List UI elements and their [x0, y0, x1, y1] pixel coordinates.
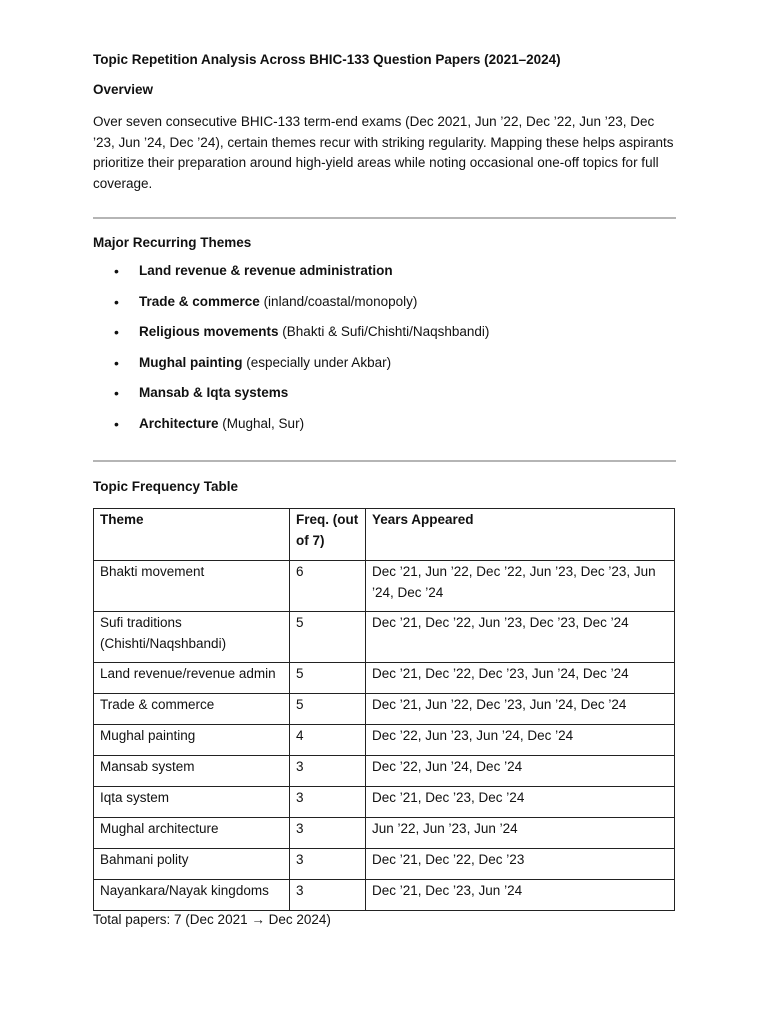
cell-frequency: 6 — [290, 561, 366, 612]
cell-frequency: 3 — [290, 849, 366, 880]
cell-years: Dec ’21, Dec ’22, Dec ’23, Jun ’24, Dec ’24 — [366, 663, 675, 694]
cell-years: Dec ’21, Dec ’23, Jun ’24 — [366, 880, 675, 911]
header-theme: Theme — [94, 509, 290, 561]
cell-years: Dec ’22, Jun ’23, Jun ’24, Dec ’24 — [366, 725, 675, 756]
overview-paragraph: Over seven consecutive BHIC-133 term-end exams (Dec 2021, Jun ’22, Dec ’22, Jun ’23, Dec ’23, Jun ’24, Dec ’24), certain themes recur with striking regularity. Mapping these helps aspirants prioritize their preparation around high-yield areas while noting occasional one-off topics for full coverage. — [93, 114, 674, 191]
table-row — [94, 849, 675, 880]
overview-heading: Overview — [93, 82, 154, 97]
cell-theme: Mughal architecture — [94, 818, 290, 849]
table-row — [94, 612, 675, 663]
themes-list — [93, 256, 489, 439]
cell-theme: Bhakti movement — [94, 561, 290, 612]
table-row — [94, 561, 675, 612]
cell-years: Dec ’21, Jun ’22, Dec ’22, Jun ’23, Dec ’23, Jun ’24, Dec ’24 — [366, 561, 675, 612]
total-papers-note: Total papers: 7 (Dec 2021 → Dec 2024) — [93, 912, 331, 927]
theme-item-bold: Mansab & Iqta systems — [139, 385, 289, 400]
horizontal-rule — [93, 460, 676, 462]
theme-item-bold: Architecture — [139, 415, 219, 431]
theme-item — [93, 348, 489, 379]
theme-item-bold: Land revenue & revenue administration — [139, 263, 393, 278]
theme-item-bold: Mughal painting — [139, 354, 243, 370]
table-row — [94, 694, 675, 725]
header-frequency: Freq. (out of 7) — [290, 509, 366, 561]
table-row — [94, 663, 675, 694]
theme-item — [93, 317, 489, 348]
cell-theme: Trade & commerce — [94, 694, 290, 725]
cell-years: Dec ’21, Dec ’22, Jun ’23, Dec ’23, Dec ’24 — [366, 612, 675, 663]
horizontal-rule — [93, 217, 676, 219]
cell-theme: Mughal painting — [94, 725, 290, 756]
cell-frequency: 5 — [290, 612, 366, 663]
table-row — [94, 818, 675, 849]
table-heading: Topic Frequency Table — [93, 479, 239, 494]
cell-theme: Bahmani polity — [94, 849, 290, 880]
theme-item-bold: Religious movements — [139, 324, 279, 339]
cell-frequency: 3 — [290, 787, 366, 818]
cell-frequency: 5 — [290, 694, 366, 725]
cell-frequency: 3 — [290, 880, 366, 911]
cell-theme: Nayankara/Nayak kingdoms — [94, 880, 290, 911]
document-title: Topic Repetition Analysis Across BHIC-133 Question Papers (2021–2024) — [93, 52, 561, 67]
frequency-table — [93, 508, 675, 911]
cell-theme: Sufi traditions (Chishti/Naqshbandi) — [94, 612, 290, 663]
table-header-row — [94, 509, 675, 561]
cell-frequency: 3 — [290, 818, 366, 849]
cell-years: Dec ’21, Dec ’23, Dec ’24 — [366, 787, 675, 818]
cell-frequency: 3 — [290, 756, 366, 787]
theme-item-detail: (especially under Akbar) — [242, 354, 392, 370]
theme-item — [93, 378, 489, 409]
cell-frequency: 4 — [290, 725, 366, 756]
theme-item-bold: Trade & commerce — [139, 293, 260, 309]
cell-theme: Land revenue/revenue admin — [94, 663, 290, 694]
table-row — [94, 725, 675, 756]
cell-years: Dec ’21, Dec ’22, Dec ’23 — [366, 849, 675, 880]
cell-years: Dec ’21, Jun ’22, Dec ’23, Jun ’24, Dec ’24 — [366, 694, 675, 725]
theme-item-detail: (Bhakti & Sufi/Chishti/Naqshbandi) — [278, 324, 490, 339]
table-row — [94, 787, 675, 818]
cell-theme: Iqta system — [94, 787, 290, 818]
theme-item — [93, 409, 489, 440]
cell-years: Jun ’22, Jun ’23, Jun ’24 — [366, 818, 675, 849]
cell-years: Dec ’22, Jun ’24, Dec ’24 — [366, 756, 675, 787]
table-row — [94, 756, 675, 787]
cell-frequency: 5 — [290, 663, 366, 694]
theme-item — [93, 256, 489, 287]
themes-heading: Major Recurring Themes — [93, 235, 252, 250]
theme-item — [93, 287, 489, 318]
theme-item-detail: (Mughal, Sur) — [218, 415, 305, 431]
table-row — [94, 880, 675, 911]
theme-item-detail: (inland/coastal/monopoly) — [259, 293, 418, 309]
header-years: Years Appeared — [366, 509, 675, 561]
cell-theme: Mansab system — [94, 756, 290, 787]
